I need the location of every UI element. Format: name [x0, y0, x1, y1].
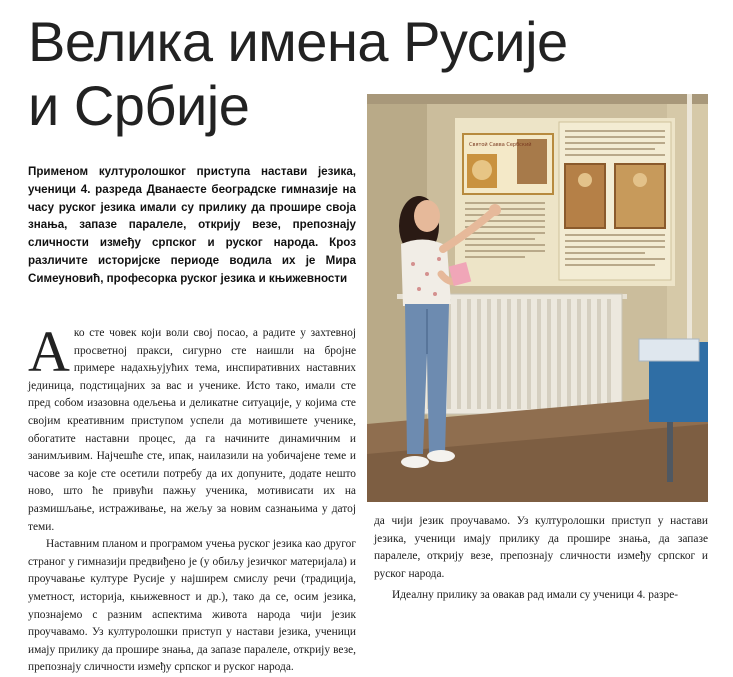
body-paragraph-1-text: ко сте човек који воли свој посао, а радите у захтевној просветној пракси, сигурно сте наишли на бројне примере надахњујућих тема, инспиративних наставних јединица, подстицајних за вас и ученике. Исто тако, имали сте пред собом изазовна одељења и деликатне ситуације, у којима сте својим креативним приступом успели да мотивишете ученике, обогатите наставни процес, да га начините динамичним и занимљивим. Најчешће сте, ипак, наилазили на уобичајене теме и часове за које сте осетили потребу да их допуните, додате нешто ново, што ће привући пажњу ученика, мотивисати их на размишљање, истраживање, на жељу за новим сазнањима у датој теми.	[28, 327, 356, 533]
right-paragraph-1: да чији језик проучавамо. Уз културолошки приступ у настави језика, ученици имају прилику да прошире знања, да запазе паралеле, открију везе, препознају сличности између српског и руског народа.	[374, 515, 708, 580]
article-body-right	[374, 513, 708, 605]
body-paragraph-2: Наставним планом и програмом учења руског језика као другог страног у гимназији предвиђено је (у обиљу језичког материјала) и проучавање културе Русије у најширем смислу речи (традиција, уметност, историја, књижевност и др.), тако да се, осим језика, упознајемо с разним аспектима живота народа чији језик проучавамо. Уз културолошки приступ у настави језика, ученици имају прилику да прошире знања, да запазе паралеле, открију везе, препознају сличности између српског и руског народа.	[28, 538, 356, 674]
title-line-1: Велика имена Русије	[28, 10, 568, 73]
photo-illustration	[367, 94, 708, 502]
classroom-photo	[367, 94, 708, 502]
article-body-left	[28, 319, 356, 677]
article-lead: Применом културолошког приступа настави језика, ученици 4. разреда Дванаесте београдске гимназије на часу руског језика имали су прилику да прошире своја знања, запазе паралеле, открију везе, препознају сличности између српског и руског народа. Кроз различите историјске периоде водила их је Мира Симеуновић, професорка руског језика и књижевности	[28, 165, 356, 285]
slide-title: Святой Савва Сербский	[469, 142, 532, 148]
right-paragraph-2: Идеалну прилику за овакав рад имали су ученици 4. разре-	[392, 589, 679, 602]
title-line-2: и Србије	[28, 74, 250, 137]
body-paragraph-1	[28, 319, 356, 536]
drop-cap: А	[28, 319, 70, 384]
